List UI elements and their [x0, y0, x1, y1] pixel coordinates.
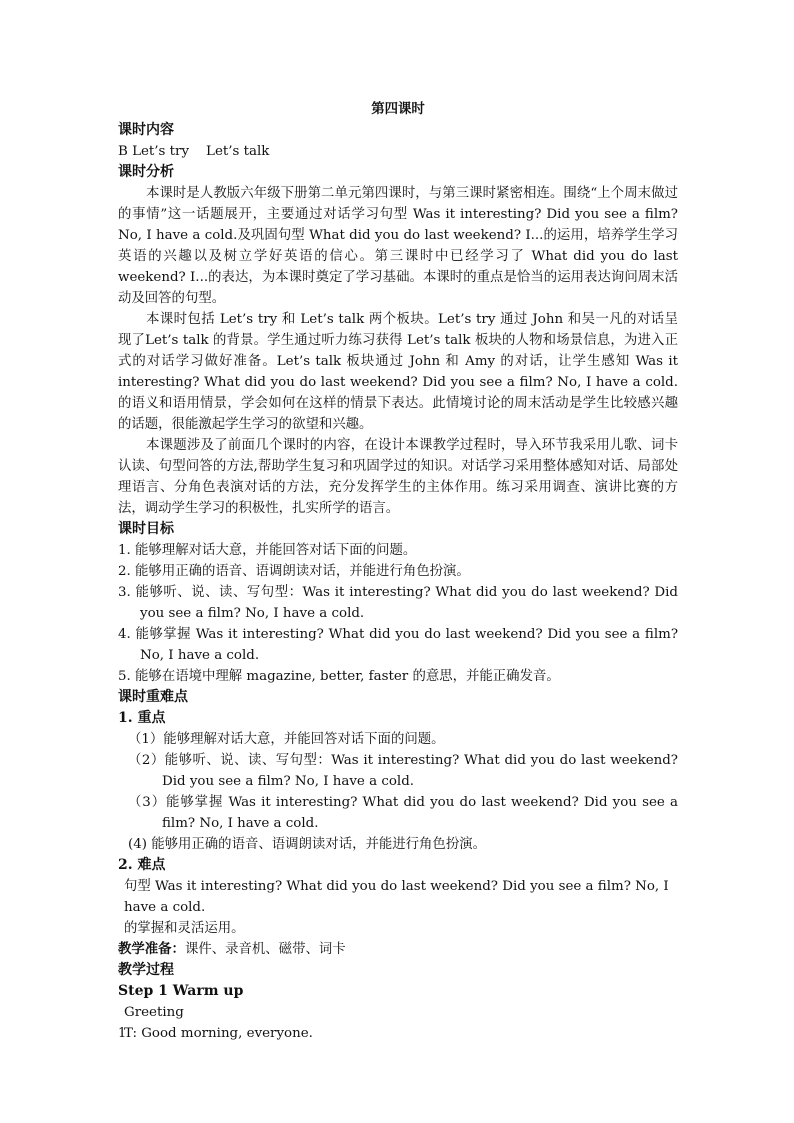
prep-line: [118, 939, 678, 960]
content-heading: 课时内容: [118, 122, 174, 138]
analysis-paragraph-1: 本课时是人教版六年级下册第二单元第四课时，与第三课时紧密相连。围绕“上个周末做过的事情”这一话题展开，主要通过对话学习句型 Was it interesting? Did you see a film? No, I have a cold.及巩固句型 What did you do last weekend? I...的运用，培养学生学习英语的兴趣以及树立学好英语的信心。第三课时中已经学习了 What did you do last weekend? I...的表达，为本课时奠定了学习基础。本课时的重点是恰当的运用表达询问周末活动及回答的句型。: [118, 186, 678, 306]
process-heading: 教学过程: [118, 962, 174, 978]
analysis-paragraph-3: 本课题涉及了前面几个课时的内容，在设计本课教学过程时，导入环节我采用儿歌、词卡认读、句型问答的方法,帮助学生复习和巩固学过的知识。对话学习采用整体感知对话、局部处理语言、分角色表演对话的方法，充分发挥学生的主体作用。练习采用调查、演讲比赛的方法，调动学生学习的积极性，扎实所学的语言。: [118, 438, 678, 516]
goal-item-5: 5. 能够在语境中理解 magazine, better, faster 的意思，并能正确发音。: [118, 669, 560, 684]
prep-label: 教学准备：: [118, 941, 185, 957]
analysis-heading: 课时分析: [118, 164, 174, 180]
page-content: [118, 99, 678, 1044]
goal-item-1: 1. 能够理解对话大意，并能回答对话下面的问题。: [118, 543, 417, 558]
step1-line-1: Greeting: [124, 1005, 184, 1020]
page-number: 1: [118, 1026, 127, 1041]
key-item-3: （3）能够掌握 Was it interesting? What did you do last weekend? Did you see a film? No, I have a cold.: [128, 795, 678, 831]
key-item-4: (4) 能够用正确的语音、语调朗读对话，并能进行角色扮演。: [128, 837, 486, 852]
difficult-line-2: 的掌握和灵活运用。: [124, 921, 245, 936]
goal-item-2: 2. 能够用正确的语音、语调朗读对话，并能进行角色扮演。: [118, 564, 470, 579]
step1-line-2: T: Good morning, everyone.: [124, 1026, 313, 1041]
goal-item-4: 4. 能够掌握 Was it interesting? What did you do last weekend? Did you see a film? No, I have a cold.: [118, 627, 678, 663]
page-title: 第四课时: [371, 101, 425, 117]
key-item-2: （2）能够听、说、读、写句型：Was it interesting? What did you do last weekend? Did you see a film? No, I have a cold.: [128, 753, 678, 789]
prep-text: 课件、录音机、磁带、词卡: [184, 942, 346, 957]
goals-heading: 课时目标: [118, 521, 174, 537]
step1-heading: Step 1 Warm up: [118, 983, 244, 999]
key-subheading: 1. 重点: [118, 710, 166, 726]
difficult-subheading: 2. 难点: [118, 857, 166, 873]
difficult-line-1: 句型 Was it interesting? What did you do last weekend? Did you see a film? No, I have a cold.: [124, 879, 669, 915]
keypoints-heading: 课时重难点: [118, 689, 188, 705]
key-item-1: （1）能够理解对话大意，并能回答对话下面的问题。: [128, 732, 445, 747]
goal-item-3: 3. 能够听、说、读、写句型：Was it interesting? What did you do last weekend? Did you see a film? No, I have a cold.: [118, 585, 678, 621]
content-text: B Let’s try Let’s talk: [118, 144, 270, 159]
analysis-paragraph-2: 本课时包括 Let’s try 和 Let’s talk 两个板块。Let’s try 通过 John 和吴一凡的对话呈现了Let’s talk 的背景。学生通过听力练习获得 Let’s talk 板块的人物和场景信息，为进入正式的对话学习做好准备。Let’s talk 板块通过 John 和 Amy 的对话，让学生感知 Was it interesting? What did you do last weekend? Did you see a film? No, I have a cold.的语义和语用情景，学会如何在这样的情景下表达。此情境讨论的周末活动是学生比较感兴趣的话题，很能激起学生学习的欲望和兴趣。: [118, 312, 678, 432]
